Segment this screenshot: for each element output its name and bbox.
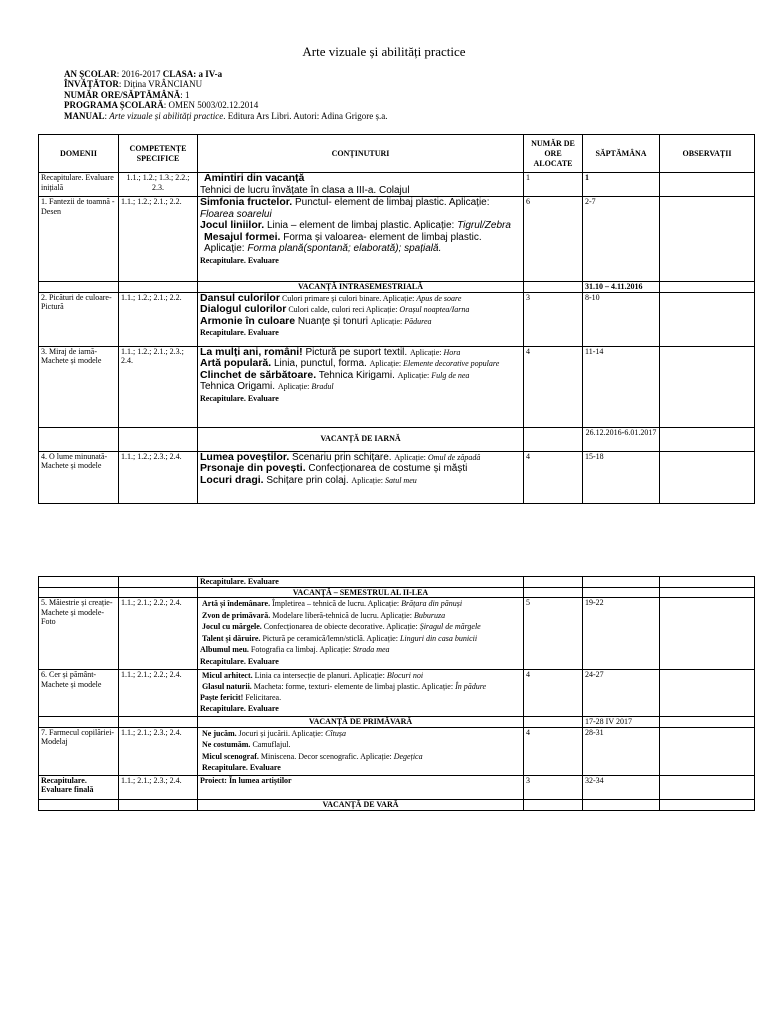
observatii-cell — [660, 670, 755, 717]
header-saptamana: SĂPTĂMÂNA — [583, 135, 660, 173]
meta-invatator: ÎNVĂȚĂTOR: Dițina VRÂNCIANU — [64, 79, 203, 90]
competente-cell: 1.1.; 2.1.; 2.3.; 2.4. — [119, 727, 198, 775]
competente-cell: 1.1.; 2.1.; 2.2.; 2.4. — [119, 670, 198, 717]
header-competente: COMPETENȚE SPECIFICE — [119, 135, 198, 173]
ore-cell: 4 — [524, 670, 583, 717]
continut-cell: Proiect: În lumea artiștilor — [198, 775, 524, 799]
table-row — [39, 598, 755, 670]
vacation-label: VACANȚĂ DE VARĂ — [198, 799, 524, 810]
domeniu-cell: Recapitulare. Evaluare inițială — [39, 173, 119, 197]
continut-cell: La mulți ani, români! Pictură pe suport textil. Aplicație: Hora Artă populară. Linia, punctul, forma. Aplicație: Elemente decorative populare Clinchet de sărbătoare. Tehnica Kirigami. Aplicație: Fulg de nea Tehnica Origami. Aplicație: Bradul Recapitulare. Evaluare — [198, 346, 524, 427]
competente-cell: 1.1.; 1.2.; 2.1.; 2.2. — [119, 197, 198, 282]
saptamana-cell: 11-14 — [583, 346, 660, 427]
competente-cell: 1.1.; 1.2.; 1.3.; 2.2.; 2.3. — [119, 173, 198, 197]
domeniu-cell: 7. Farmecul copilăriei-Modelaj — [39, 727, 119, 775]
table-row — [39, 292, 755, 346]
saptamana-cell: 8-10 — [583, 292, 660, 346]
domeniu-cell: 1. Fantezii de toamnă - Desen — [39, 197, 119, 282]
observatii-cell — [660, 598, 755, 670]
vacation-row — [39, 587, 755, 598]
ore-cell: 4 — [524, 727, 583, 775]
table-row — [39, 451, 755, 503]
saptamana-cell: 15-18 — [583, 451, 660, 503]
observatii-cell — [660, 727, 755, 775]
ore-cell: 4 — [524, 346, 583, 427]
header-numar-ore: NUMĂR DE ORE ALOCATE — [524, 135, 583, 173]
observatii-cell — [660, 173, 755, 197]
vacation-date: 17-28 IV 2017 — [583, 717, 660, 728]
table-row — [39, 346, 755, 427]
meta-numar-ore: NUMĂR ORE/SĂPTĂMÂNĂ: 1 — [64, 89, 190, 100]
planning-table-2 — [38, 576, 755, 811]
vacation-row — [39, 282, 755, 293]
header-domenii: DOMENII — [39, 135, 119, 173]
observatii-cell — [660, 292, 755, 346]
document-meta — [64, 69, 387, 121]
recap-cell: Recapitulare. Evaluare — [198, 577, 524, 588]
table-row — [39, 173, 755, 197]
ore-cell: 4 — [524, 451, 583, 503]
saptamana-cell: 1 — [583, 173, 660, 197]
table-row — [39, 727, 755, 775]
vacation-label: VACANȚĂ DE PRIMĂVARĂ — [198, 717, 524, 728]
continut-cell: Amintiri din vacanță Tehnici de lucru învățate în clasa a III-a. Colajul — [198, 173, 524, 197]
document-title: Arte vizuale și abilități practice — [302, 44, 466, 59]
continut-cell: Micul arhitect. Linia ca intersecție de planuri. Aplicație: Blocuri noi Glasul naturii. Macheta: forme, texturi- elemente de limbaj plastic. Aplicație: În pădure Paște fericit! Felicitarea. Recapitulare. Evaluare — [198, 670, 524, 717]
ore-cell: 1 — [524, 173, 583, 197]
competente-cell: 1.1.; 1.2.; 2.1.; 2.3.; 2.4. — [119, 346, 198, 427]
meta-manual: MANUAL: Arte vizuale și abilități practice. Editura Ars Libri. Autori: Adina Grigore ș.a. — [64, 110, 388, 121]
domeniu-cell: Recapitulare. Evaluare finală — [39, 775, 119, 799]
header-continuturi: CONȚINUTURI — [198, 135, 524, 173]
domeniu-cell: 5. Măiestrie și creație- Machete și modele-Foto — [39, 598, 119, 670]
saptamana-cell: 2-7 — [583, 197, 660, 282]
table-row — [39, 577, 755, 588]
ore-cell: 6 — [524, 197, 583, 282]
ore-cell: 3 — [524, 292, 583, 346]
competente-cell: 1.1.; 1.2.; 2.1.; 2.2. — [119, 292, 198, 346]
ore-cell: 3 — [524, 775, 583, 799]
table-row — [39, 197, 755, 282]
vacation-date: 26.12.2016-6.01.2017 — [583, 427, 660, 451]
domeniu-cell: 3. Miraj de iarnă-Machete și modele — [39, 346, 119, 427]
meta-an-scolar: AN ȘCOLAR: 2016-2017 CLASA: a IV-a — [64, 69, 223, 79]
saptamana-cell: 32-34 — [583, 775, 660, 799]
header-observatii: OBSERVAȚII — [660, 135, 755, 173]
vacation-row — [39, 799, 755, 810]
observatii-cell — [660, 775, 755, 799]
vacation-row — [39, 717, 755, 728]
vacation-label: VACANȚĂ INTRASEMESTRIALĂ — [198, 282, 524, 293]
saptamana-cell: 28-31 — [583, 727, 660, 775]
vacation-row — [39, 427, 755, 451]
ore-cell: 5 — [524, 598, 583, 670]
table-row — [39, 775, 755, 799]
domeniu-cell: 4. O lume minunată-Machete și modele — [39, 451, 119, 503]
table-row — [39, 670, 755, 717]
continut-cell: Lumea poveștilor. Scenariu prin schițare. Aplicație: Omul de zăpadă Prsonaje din povești. Confecționarea de costume și măști Locuri dragi. Schițare prin colaj. Aplicație: Satul meu — [198, 451, 524, 503]
competente-cell: 1.1.; 2.1.; 2.2.; 2.4. — [119, 598, 198, 670]
saptamana-cell: 19-22 — [583, 598, 660, 670]
continut-cell: Dansul culorilor Culori primare și culori binare. Aplicație: Apus de soare Dialogul culorilor Culori calde, culori reci Aplicație: Orașul noaptea/Iarna Armonie în culoare Nuanțe și tonuri Aplicație: Pădurea Recapitulare. Evaluare — [198, 292, 524, 346]
planning-table-1 — [38, 134, 755, 504]
domeniu-cell: 6. Cer și pământ-Machete și modele — [39, 670, 119, 717]
competente-cell: 1.1.; 1.2.; 2.3.; 2.4. — [119, 451, 198, 503]
competente-cell: 1.1.; 2.1.; 2.3.; 2.4. — [119, 775, 198, 799]
saptamana-cell: 24-27 — [583, 670, 660, 717]
vacation-label: VACANȚĂ – SEMESTRUL AL II-LEA — [198, 587, 524, 598]
meta-programa: PROGRAMA ȘCOLARĂ: OMEN 5003/02.12.2014 — [64, 100, 259, 111]
observatii-cell — [660, 346, 755, 427]
observatii-cell — [660, 197, 755, 282]
continut-cell: Simfonia fructelor. Punctul- element de limbaj plastic. Aplicație: Floarea soarelui Jocul liniilor. Linia – element de limbaj plastic. Aplicație: Tigrul/Zebra Mesajul formei. Forma și valoarea- element de limbaj plastic. Aplicație: Forma plană(spontană; elaborată); spațială. Recapitulare. Evaluare — [198, 197, 524, 282]
observatii-cell — [660, 451, 755, 503]
continut-cell: Artă și îndemânare. Împletirea – tehnică de lucru. Aplicație: Brățara din pănuși Zvon de primăvară. Modelare liberă-tehnică de lucru. Aplicație: Buburuza Jocul cu mărgele. Confecționarea de obiecte decorative. Aplicație: Șiragul de mărgele Talent și dăruire. Pictură pe ceramică/lemn/sticlă. Aplicație: Linguri din casa bunicii Albumul meu. Fotografia ca limbaj. Aplicație: Strada mea Recapitulare. Evaluare — [198, 598, 524, 670]
continut-cell: Ne jucăm. Jocuri și jucării. Aplicație: Cîtușa Ne costumăm. Camuflajul. Micul scenograf. Miniscena. Decor scenografic. Aplicație: Degețica Recapitulare. Evaluare — [198, 727, 524, 775]
vacation-date: 31.10 – 4.11.2016 — [583, 282, 660, 293]
domeniu-cell: 2. Picături de culoare-Pictură — [39, 292, 119, 346]
vacation-label: VACANȚĂ DE IARNĂ — [198, 427, 524, 451]
